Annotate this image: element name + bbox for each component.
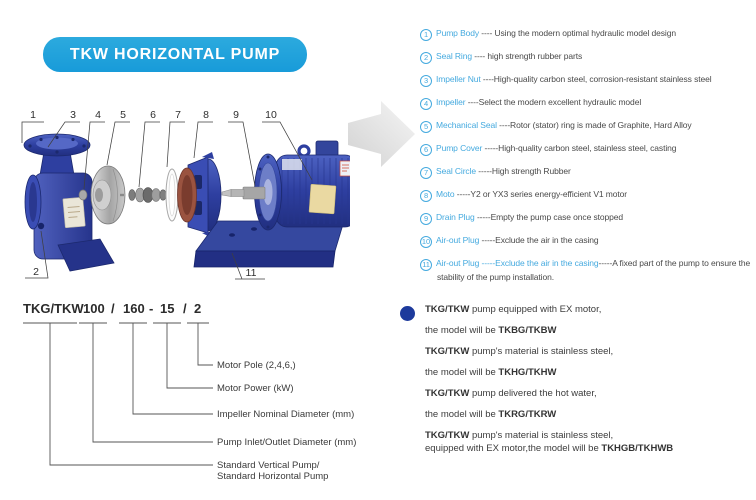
model-code-sep: - xyxy=(149,301,154,316)
part-name: Mechanical Seal xyxy=(436,120,497,130)
circled-number-icon: 7 xyxy=(420,167,432,179)
part-name: Moto xyxy=(436,189,455,199)
part-description: ---- Using the modern optimal hydraulic model design xyxy=(479,28,676,38)
seal-circle-part xyxy=(166,169,178,221)
drain-plug-part xyxy=(38,223,44,229)
callout-number-5: 5 xyxy=(120,109,126,121)
circled-number-icon: 6 xyxy=(420,144,432,156)
model-code-lines xyxy=(23,323,213,465)
part-description: ----Rotor (stator) ring is made of Graphite, Hard Alloy xyxy=(496,120,692,130)
model-code-sep: / xyxy=(111,301,115,316)
part-description: ---- high strength rubber parts xyxy=(471,51,583,61)
part-name: Impeller Nut xyxy=(436,74,481,84)
circled-number-icon: 3 xyxy=(420,75,432,87)
parts-list-item-8 xyxy=(420,188,754,202)
part-description: ----Select the modern excellent hydraulic model xyxy=(465,97,642,107)
model-code-series: TKG/TKW xyxy=(23,301,84,316)
part-name: Seal Circle xyxy=(436,166,476,176)
part-description: -----High strength Rubber xyxy=(476,166,571,176)
model-label-standard2: Standard Horizontal Pump xyxy=(217,471,329,482)
pump-cover-part xyxy=(178,152,222,238)
callout-number-2: 2 xyxy=(33,266,39,278)
impeller-nut-part xyxy=(79,190,87,200)
parts-list-item-10 xyxy=(420,234,754,248)
parts-list-item-9 xyxy=(420,211,754,225)
parts-list-item-3 xyxy=(420,73,754,87)
callout-number-4: 4 xyxy=(95,109,101,121)
motor-base-front xyxy=(194,251,335,267)
circled-number-icon: 10 xyxy=(421,237,431,246)
circle-bullet-icon xyxy=(400,306,415,321)
model-label-pole: Motor Pole (2,4,6,) xyxy=(217,360,296,371)
callout-number-1: 1 xyxy=(30,109,36,121)
circled-number-icon: 9 xyxy=(420,213,432,225)
part-description: -----Y2 or YX3 series energy-efficient V1 motor xyxy=(454,189,628,199)
model-label-inlet: Pump Inlet/Outlet Diameter (mm) xyxy=(217,437,357,448)
model-label-standard1: Standard Vertical Pump/ xyxy=(217,460,320,471)
part-name: Air-out Plug xyxy=(436,258,480,268)
note-line: the model will be TKRG/TKRW xyxy=(425,409,557,420)
part-description: -----Empty the pump case once stopped xyxy=(474,212,624,222)
part-name: Pump Body xyxy=(436,28,480,38)
circled-number-icon: 8 xyxy=(420,190,432,202)
part-name: Drain Plug xyxy=(436,212,475,222)
pump-exploded-diagram xyxy=(10,95,350,295)
model-label-impeller: Impeller Nominal Diameter (mm) xyxy=(217,409,355,420)
note-line: TKG/TKW pump's material is stainless steel, xyxy=(425,430,614,441)
model-label-power: Motor Power (kW) xyxy=(217,383,294,394)
model-code-sep: / xyxy=(183,301,187,316)
part-name: Seal Ring xyxy=(436,51,472,61)
note-line: equipped with EX motor,the model will be TKHGB/TKHWB xyxy=(425,443,674,454)
parts-list-item-1 xyxy=(420,27,754,41)
part-description: -----Exclude the air in the casing xyxy=(479,235,599,245)
parts-list-item-11 xyxy=(420,257,754,283)
model-code-impeller: 160 xyxy=(123,301,145,316)
parts-list xyxy=(420,27,754,292)
circled-number-icon: 4 xyxy=(420,98,432,110)
circled-number-icon: 2 xyxy=(420,52,432,64)
note-line: TKG/TKW pump delivered the hot water, xyxy=(425,388,597,399)
circled-number-icon: 5 xyxy=(420,121,432,133)
part-name: Pump Cover xyxy=(436,143,483,153)
part-name: Impeller xyxy=(436,97,466,107)
parts-list-item-6 xyxy=(420,142,754,156)
note-line: the model will be TKBG/TKBW xyxy=(425,325,557,336)
parts-list-item-7 xyxy=(420,165,754,179)
model-code-diagram xyxy=(15,295,395,495)
callout-number-10: 10 xyxy=(265,109,277,121)
note-line: the model will be TKHG/TKHW xyxy=(425,367,557,378)
parts-list-item-2 xyxy=(420,50,754,64)
part-description: -----High-quality carbon steel, stainless steel, casting xyxy=(482,143,677,153)
page-title: TKW HORIZONTAL PUMP xyxy=(69,45,281,63)
parts-list-item-5 xyxy=(420,119,754,133)
callout-number-6: 6 xyxy=(150,109,156,121)
model-code-inlet: 100 xyxy=(83,301,105,316)
callout-number-11: 11 xyxy=(245,267,257,279)
impeller-part xyxy=(91,166,125,224)
note-line: TKG/TKW pump equipped with EX motor, xyxy=(425,304,602,315)
mechanical-seal-part xyxy=(120,188,166,203)
callout-number-8: 8 xyxy=(203,109,209,121)
part-description: ----High-quality carbon steel, corrosion-resistant stainless steel xyxy=(480,74,712,84)
part-description: -----A fixed part of the pump to ensure the stability of the pump installation. xyxy=(437,258,751,282)
callout-number-3: 3 xyxy=(70,109,76,121)
part-description-highlight: -----Exclude the air in the casing xyxy=(479,258,599,268)
model-code-pole: 2 xyxy=(194,301,202,316)
circled-number-icon: 11 xyxy=(420,259,432,271)
callout-number-7: 7 xyxy=(175,109,181,121)
callout-number-9: 9 xyxy=(233,109,239,121)
model-code-power: 15 xyxy=(160,301,175,316)
title-banner xyxy=(43,37,307,72)
parts-list-item-4 xyxy=(420,96,754,110)
note-line: TKG/TKW pump's material is stainless steel, xyxy=(425,346,614,357)
circled-number-icon: 1 xyxy=(420,29,432,41)
model-notes xyxy=(398,303,750,463)
arrow-right-icon xyxy=(343,96,419,172)
part-name: Air-out Plug xyxy=(436,235,480,245)
